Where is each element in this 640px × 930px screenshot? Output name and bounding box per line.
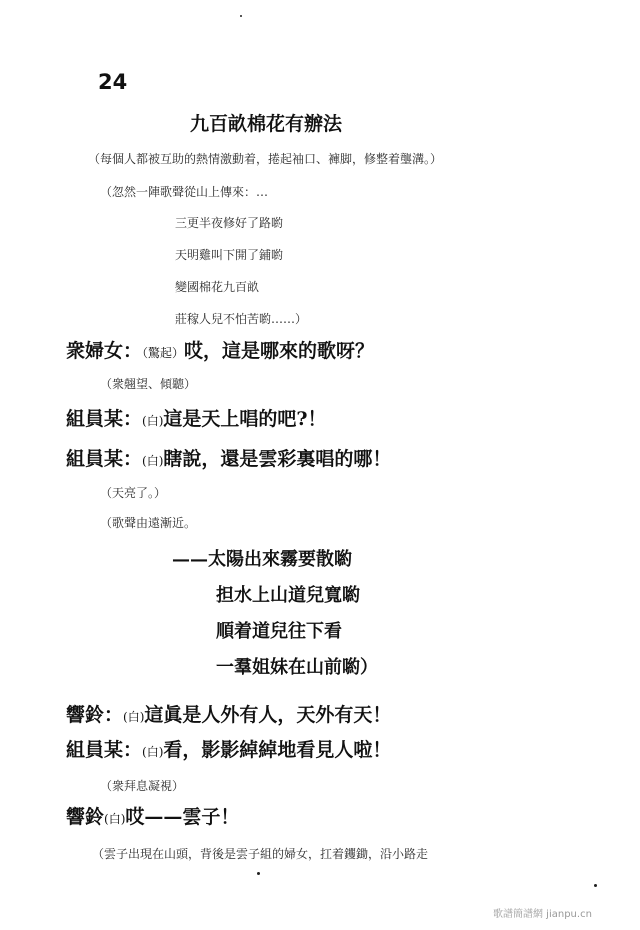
- acting-note: （驚起）: [142, 346, 185, 360]
- song-lyric: ——太陽出來霧要散喲: [172, 549, 352, 570]
- speech-text: 哎——雲子！: [125, 806, 240, 828]
- stage-direction: （衆拜息凝視）: [100, 779, 185, 793]
- stage-direction: （雲子出現在山頭，背後是雲子組的婦女，扛着钁鋤，沿小路走: [92, 847, 429, 861]
- dialogue-line: [66, 808, 239, 827]
- stage-direction: （每個人都被互助的熱情激動着，捲起袖口、褲脚，修整着壟溝。）: [88, 152, 443, 166]
- scan-speck: [257, 872, 260, 875]
- song-lyric: 三更半夜修好了路喲: [175, 216, 284, 230]
- acting-note: (白): [142, 745, 164, 759]
- speaker-name: 組員某：: [66, 408, 143, 430]
- speech-text: 哎，這是哪來的歌呀？: [184, 340, 375, 362]
- acting-note: (白): [104, 812, 126, 826]
- speaker-name: 響鈴: [66, 806, 105, 828]
- song-lyric: 順着道兒往下看: [216, 621, 342, 642]
- song-lyric: 一羣姐妹在山前喲）: [216, 657, 378, 678]
- speech-text: 這是天上唱的吧?！: [163, 408, 327, 430]
- dialogue-line: [66, 450, 391, 469]
- page-number: 24: [98, 70, 128, 94]
- speaker-name: 組員某：: [66, 739, 143, 761]
- stage-direction: （衆翹望、傾聽）: [100, 377, 197, 391]
- speaker-name: 組員某：: [66, 448, 143, 470]
- dialogue-line: [66, 706, 391, 725]
- dialogue-line: [66, 342, 374, 361]
- acting-note: (白): [142, 454, 164, 468]
- scan-speck: [594, 884, 597, 887]
- song-lyric: 莊稼人兒不怕苦喲……）: [175, 312, 308, 326]
- stage-direction: （歌聲由遠漸近。: [100, 516, 197, 530]
- scan-speck: [240, 15, 242, 17]
- song-lyric: 變國棉花九百畝: [175, 280, 260, 294]
- dialogue-line: [66, 410, 327, 429]
- speaker-name: 響鈴：: [66, 704, 124, 726]
- acting-note: (白): [142, 414, 164, 428]
- speech-text: 這眞是人外有人，天外有天！: [144, 704, 392, 726]
- speech-text: 瞎說，還是雲彩裏唱的哪！: [163, 448, 392, 470]
- stage-direction: （天亮了。）: [100, 486, 167, 500]
- acting-note: (白): [123, 710, 145, 724]
- speaker-name: 衆婦女：: [66, 340, 143, 362]
- watermark: 歌譜簡譜網 jianpu.cn: [493, 909, 592, 920]
- scene-title: 九百畝棉花有辦法: [190, 113, 343, 135]
- song-lyric: 担水上山道兒寬喲: [216, 585, 360, 606]
- dialogue-line: [66, 741, 391, 760]
- song-lyric: 天明雞叫下開了鋪喲: [175, 248, 284, 262]
- stage-direction: （忽然一陣歌聲從山上傳來：…: [100, 185, 269, 199]
- speech-text: 看，影影綽綽地看見人啦！: [163, 739, 392, 761]
